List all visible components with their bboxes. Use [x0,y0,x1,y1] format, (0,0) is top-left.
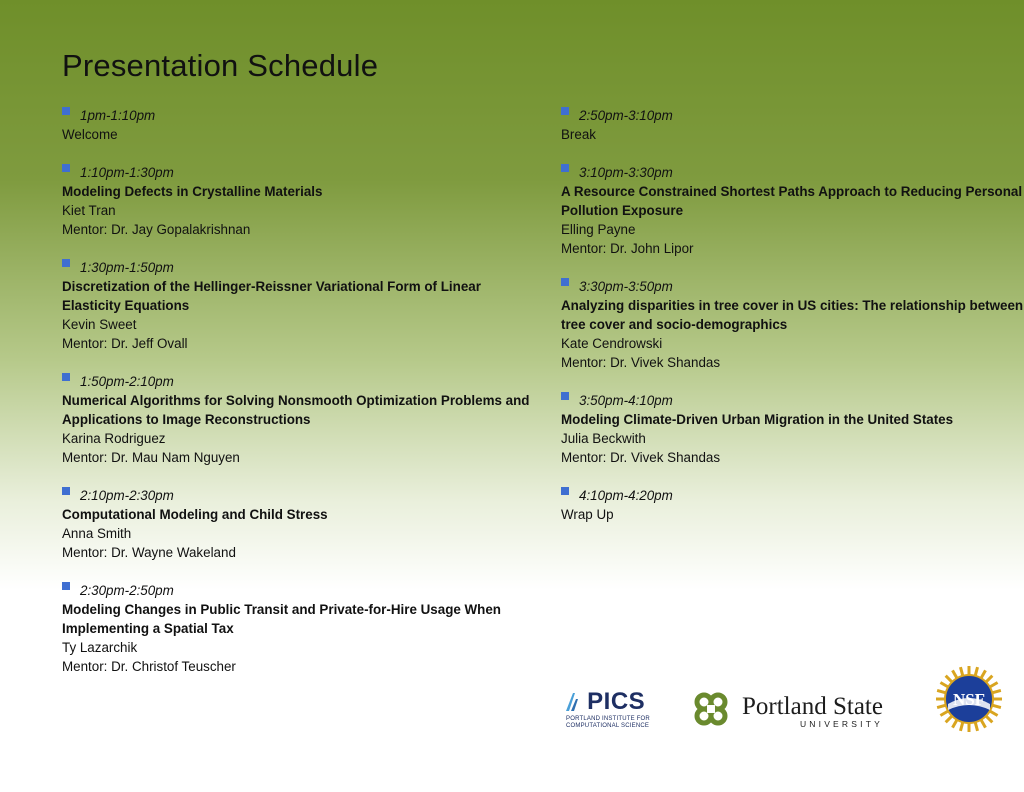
schedule-left-column [62,106,532,695]
schedule-session [561,163,1024,258]
session-title: Analyzing disparities in tree cover in US cities: The relationship between tree cover and socio-demographics [561,298,1024,332]
session-line: Karina Rodriguez [62,431,166,446]
session-time: 4:10pm-4:20pm [579,488,673,503]
square-bullet-icon [62,582,70,590]
session-line: Kevin Sweet [62,317,137,332]
nsf-seal-ray [975,667,977,676]
nsf-seal-ray [940,711,948,716]
schedule-session [62,106,532,144]
session-time: 1:10pm-1:30pm [80,165,174,180]
session-time-row [561,163,1024,182]
session-mentor: Mentor: Dr. Jay Gopalakrishnan [62,222,251,237]
page-title: Presentation Schedule [62,48,379,83]
pics-logo [566,688,666,730]
schedule-session [62,163,532,239]
nsf-seal-ray [960,667,962,676]
pics-logo-word: PICS [587,688,646,715]
session-mentor: Mentor: Dr. Jeff Ovall [62,336,188,351]
session-mentor: Mentor: Dr. Vivek Shandas [561,355,721,370]
nsf-seal-ray [953,670,958,678]
session-line: Julia Beckwith [561,431,646,446]
schedule-session [62,258,532,353]
nsf-seal-ray [990,711,998,716]
session-time: 1:30pm-1:50pm [80,260,174,275]
session-line: Ty Lazarchik [62,640,138,655]
psu-knot-icon [690,688,732,735]
session-line: Break [561,127,596,142]
square-bullet-icon [561,278,569,286]
session-time-row [62,106,532,125]
psu-logo-university: UNIVERSITY [799,718,883,729]
session-time-row [62,372,532,391]
session-time: 2:30pm-2:50pm [80,583,174,598]
session-time-row [62,581,532,600]
session-time: 3:10pm-3:30pm [579,165,673,180]
square-bullet-icon [561,107,569,115]
session-time-row [561,391,1024,410]
square-bullet-icon [62,487,70,495]
session-title: Modeling Climate-Driven Urban Migration in the United States [561,412,954,427]
session-mentor: Mentor: Dr. Wayne Wakeland [62,545,236,560]
session-time-row [62,258,532,277]
schedule-session [62,581,532,676]
schedule-session [62,486,532,562]
session-title: Computational Modeling and Child Stress [62,507,328,522]
session-time: 1pm-1:10pm [80,108,156,123]
session-time: 3:30pm-3:50pm [579,279,673,294]
schedule-right-column [561,106,1024,543]
psu-logo [690,688,883,735]
session-line: Kiet Tran [62,203,116,218]
nsf-seal-ray [990,683,998,688]
session-mentor: Mentor: Dr. Mau Nam Nguyen [62,450,240,465]
nsf-seal-ray [946,676,952,682]
square-bullet-icon [62,107,70,115]
nsf-seal-ray [986,676,992,682]
session-time-row [62,486,532,505]
session-time: 2:50pm-3:10pm [579,108,673,123]
sponsor-logos [560,660,1010,740]
square-bullet-icon [561,392,569,400]
session-title: Numerical Algorithms for Solving Nonsmooth Optimization Problems and Applications to Image Reconstructions [62,393,530,427]
nsf-seal-ray [981,670,986,678]
pics-logo-mark-icon [566,688,587,715]
nsf-seal-ray [986,716,992,722]
session-time-row [561,277,1024,296]
session-title: Modeling Changes in Public Transit and Private-for-Hire Usage When Implementing a Spatial Tax [62,602,501,636]
session-time: 3:50pm-4:10pm [579,393,673,408]
session-line: Welcome [62,127,118,142]
nsf-seal-ray [940,683,948,688]
nsf-seal-ray [953,720,958,728]
nsf-seal-ray [937,690,946,692]
session-line: Kate Cendrowski [561,336,663,351]
schedule-session [561,106,1024,144]
schedule-session [561,391,1024,467]
nsf-seal-ray [981,720,986,728]
nsf-seal-ray [975,722,977,731]
schedule-session [561,277,1024,372]
session-time: 1:50pm-2:10pm [80,374,174,389]
nsf-seal-ray [992,705,1001,707]
square-bullet-icon [62,164,70,172]
session-time-row [62,163,532,182]
session-mentor: Mentor: Dr. John Lipor [561,241,694,256]
nsf-seal-ray [946,716,952,722]
session-time-row [561,106,1024,125]
nsf-seal-icon [934,664,1004,734]
session-title: Discretization of the Hellinger-Reissner Variational Form of Linear Elasticity Equations [62,279,481,313]
schedule-session [62,372,532,467]
pics-logo-subtitle-2: COMPUTATIONAL SCIENCE [566,723,650,729]
session-line: Elling Payne [561,222,636,237]
schedule-session [561,486,1024,524]
psu-logo-name: Portland State [742,692,883,720]
square-bullet-icon [62,259,70,267]
session-line: Wrap Up [561,507,614,522]
nsf-logo [934,664,1004,739]
session-time: 2:10pm-2:30pm [80,488,174,503]
session-time-row [561,486,1024,505]
nsf-seal-ray [937,705,946,707]
square-bullet-icon [561,487,569,495]
session-mentor: Mentor: Dr. Christof Teuscher [62,659,236,674]
session-title: A Resource Constrained Shortest Paths Approach to Reducing Personal Pollution Exposure [561,184,1023,218]
pics-logo-subtitle-1: PORTLAND INSTITUTE FOR [566,716,650,722]
session-title: Modeling Defects in Crystalline Materials [62,184,323,199]
square-bullet-icon [62,373,70,381]
session-mentor: Mentor: Dr. Vivek Shandas [561,450,721,465]
square-bullet-icon [561,164,569,172]
nsf-seal-ray [960,722,962,731]
nsf-seal-ray [992,690,1001,692]
nsf-logo-text: NSF [952,690,986,709]
session-line: Anna Smith [62,526,132,541]
